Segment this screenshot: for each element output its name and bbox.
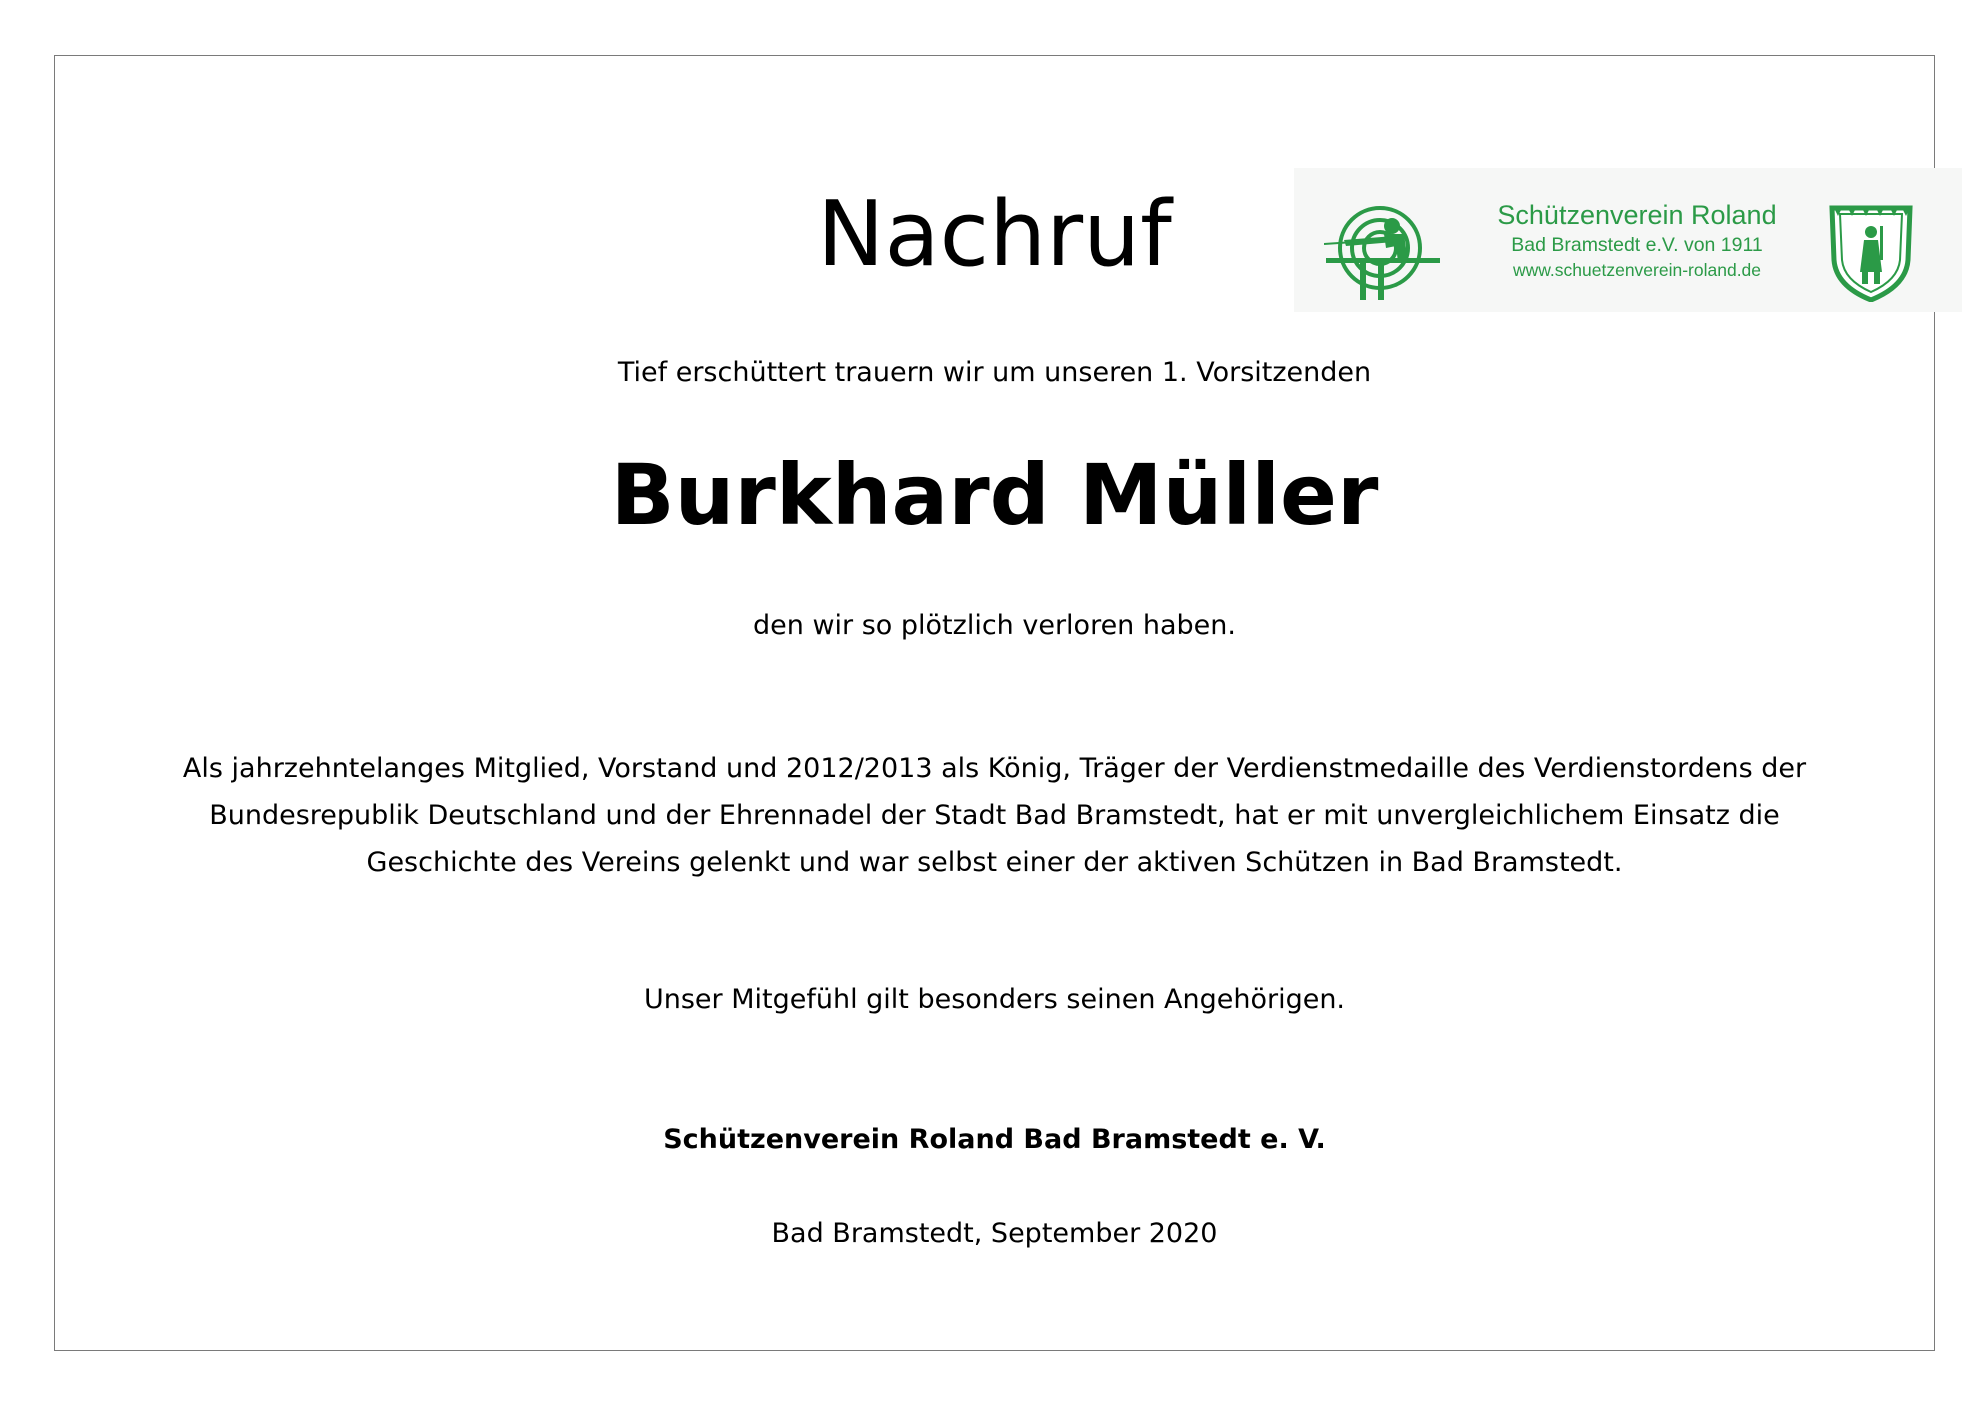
- club-place-line: Bad Bramstedt e.V. von 1911: [1511, 234, 1763, 256]
- place-date: Bad Bramstedt, September 2020: [771, 1218, 1218, 1249]
- intro-line: Tief erschüttert trauern wir um unseren 1. Vorsitzenden: [617, 357, 1372, 388]
- deceased-name: Burkhard Müller: [610, 446, 1379, 544]
- tribute-paragraph: [54, 745, 1935, 886]
- tribute-line: Geschichte des Vereins gelenkt und war selbst einer der aktiven Schützen in Bad Bramstedt.: [366, 847, 1623, 878]
- sympathy-line: Unser Mitgefühl gilt besonders seinen Angehörigen.: [643, 984, 1346, 1015]
- club-name: Schützenverein Roland: [1497, 200, 1777, 230]
- club-website[interactable]: www.schuetzenverein-roland.de: [1512, 260, 1762, 280]
- tribute-line: Bundesrepublik Deutschland und der Ehrennadel der Stadt Bad Bramstedt, hat er mit unvergleichlichem Einsatz die: [209, 800, 1780, 831]
- page-title: Nachruf: [817, 182, 1172, 287]
- loss-line: den wir so plötzlich verloren haben.: [753, 610, 1236, 641]
- club-signature: Schützenverein Roland Bad Bramstedt e. V.: [663, 1124, 1326, 1155]
- tribute-line: Als jahrzehntelanges Mitglied, Vorstand und 2012/2013 als König, Träger der Verdienstmedaille des Verdienstordens der: [182, 753, 1807, 784]
